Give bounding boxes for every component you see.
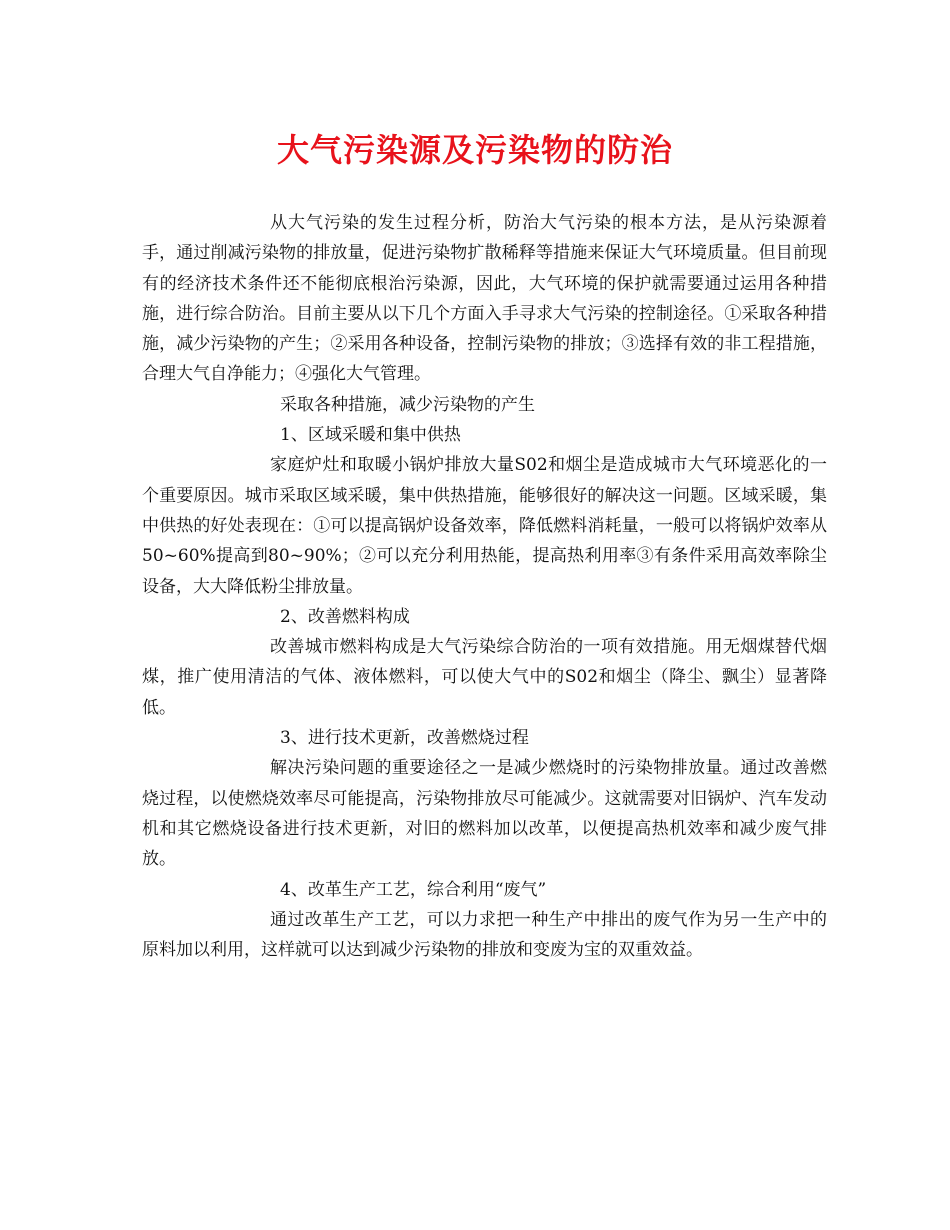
paragraph-1: 家庭炉灶和取暖小锅炉排放大量S02和烟尘是造成城市大气环境恶化的一个重要原因。城市采取区域采暖，集中供热措施，能够很好的解决这一问题。区域采暖，集中供热的好处表现在：①可以提高锅炉设备效率，降低燃料消耗量，一般可以将锅炉效率从50~60%提高到80~90%；②可以充分利用热能，提高热利用率③有条件采用高效率除尘设备，大大降低粉尘排放量。: [142, 455, 827, 597]
subsection-heading-4: 4、改革生产工艺，综合利用“废气”: [280, 879, 547, 900]
subsection-heading-2: 2、改善燃料构成: [280, 606, 410, 627]
document-title: 大气污染源及污染物的防治: [276, 131, 673, 169]
document-body: [142, 208, 827, 965]
paragraph-4: 通过改革生产工艺，可以力求把一种生产中排出的废气作为另一生产中的原料加以利用，这样就可以达到减少污染物的排放和变废为宝的双重效益。: [142, 909, 827, 961]
subsection-heading-1: 1、区域采暖和集中供热: [280, 425, 461, 446]
paragraph-2: 改善城市燃料构成是大气污染综合防治的一项有效措施。用无烟煤替代烟煤，推广使用清洁的气体、液体燃料，可以使大气中的S02和烟尘（降尘、飘尘）显著降低。: [142, 637, 827, 718]
paragraph-3: 解决污染问题的重要途径之一是减少燃烧时的污染物排放量。通过改善燃烧过程，以使燃烧效率尽可能提高，污染物排放尽可能减少。这就需要对旧锅炉、汽车发动机和其它燃烧设备进行技术更新，对旧的燃料加以改革，以便提高热机效率和减少废气排放。: [142, 758, 827, 870]
subsection-heading-3: 3、进行技术更新，改善燃烧过程: [280, 728, 529, 749]
section-heading: 采取各种措施，减少污染物的产生: [280, 394, 535, 415]
intro-paragraph: 从大气污染的发生过程分析，防治大气污染的根本方法，是从污染源着手，通过削减污染物的排放量，促进污染物扩散稀释等措施来保证大气环境质量。但目前现有的经济技术条件还不能彻底根治污染源，因此，大气环境的保护就需要通过运用各种措施，进行综合防治。目前主要从以下几个方面入手寻求大气污染的控制途径。①采取各种措施，减少污染物的产生；②采用各种设备，控制污染物的排放；③选择有效的非工程措施，合理大气自净能力；④强化大气管理。: [142, 213, 827, 385]
